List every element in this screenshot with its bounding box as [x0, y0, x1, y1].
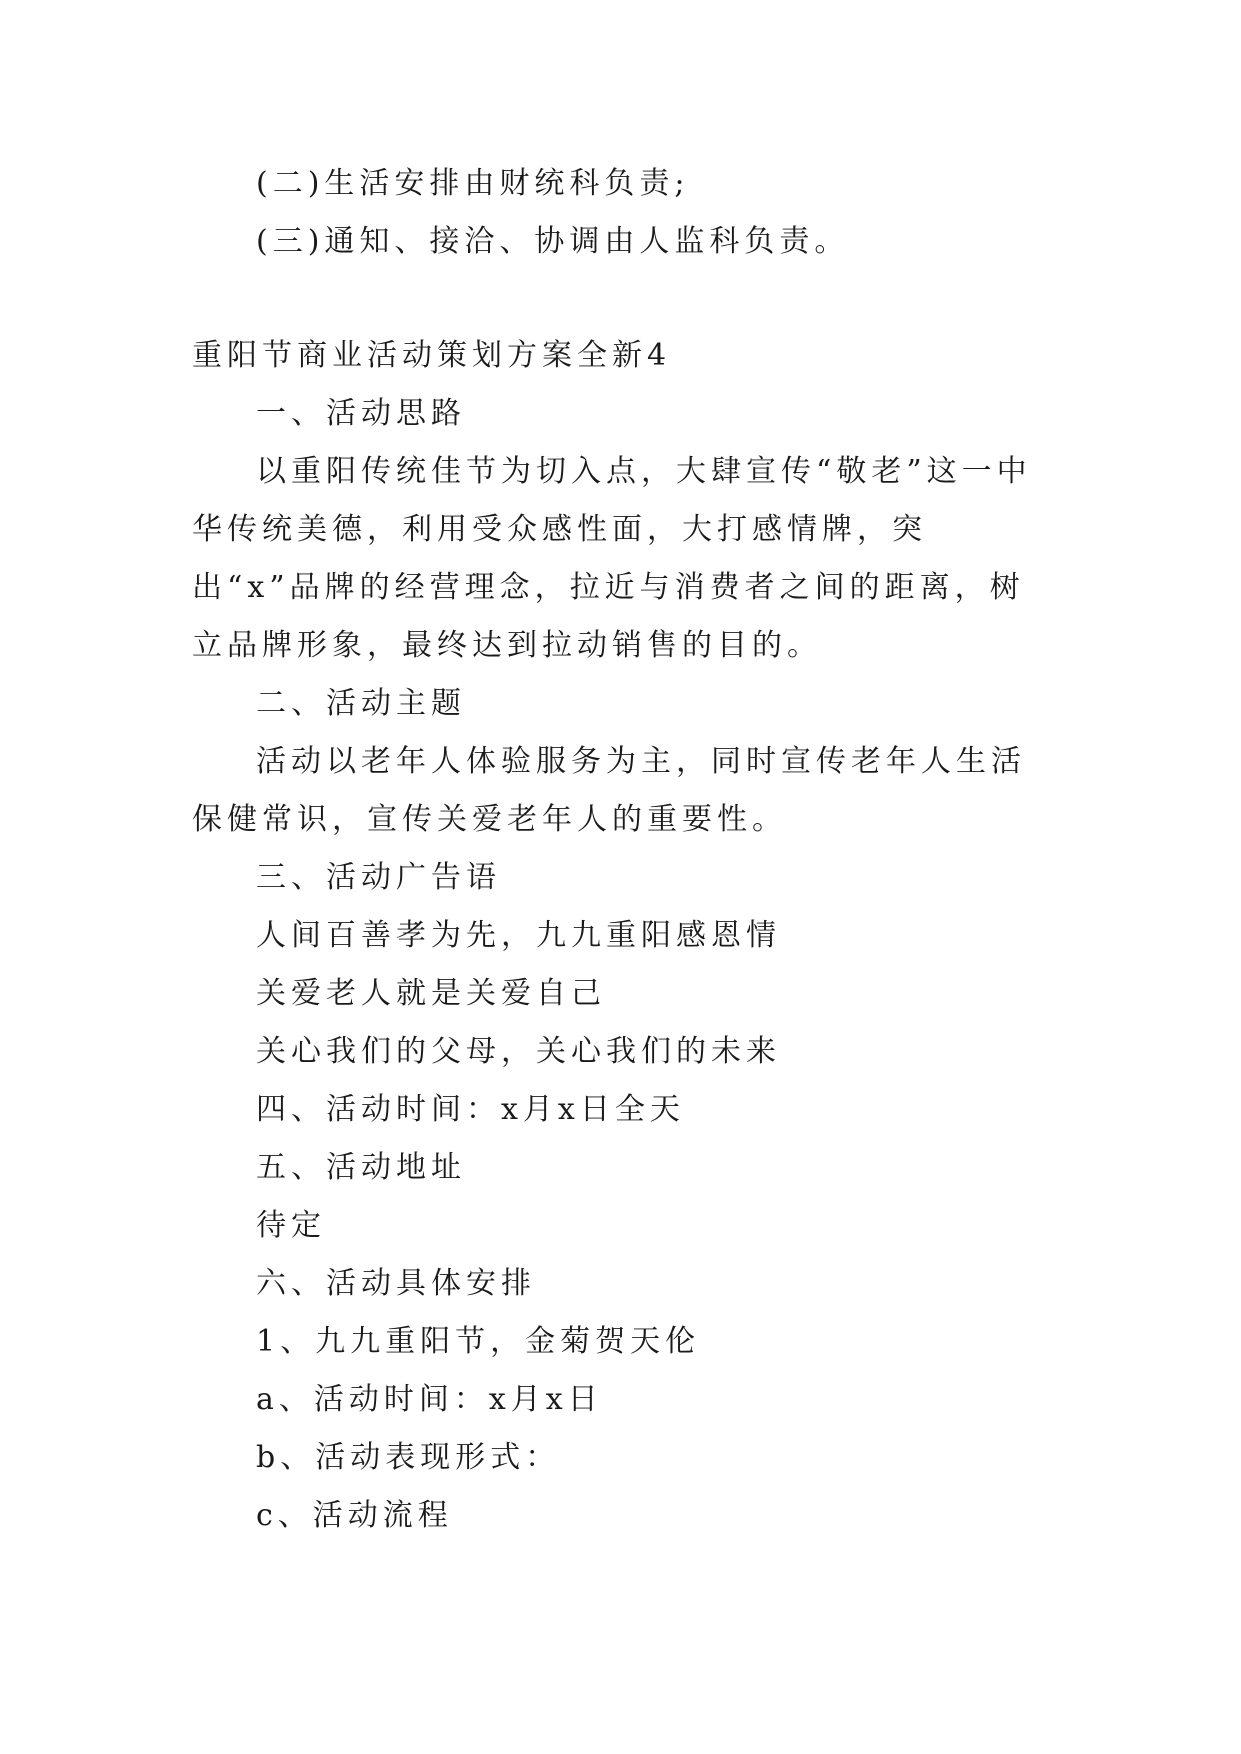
document-body [192, 155, 1058, 1545]
arrangement-item-1: 1、九九重阳节，金菊贺天伦 [256, 1324, 701, 1359]
intro-line-coordination: (三)通知、接洽、协调由人监科负责。 [256, 224, 850, 259]
arrangement-item-form: b、活动表现形式： [256, 1440, 561, 1475]
paragraph-theme: 活动以老年人体验服务为主，同时宣传老年人生活保健常识，宣传关爱老年人的重要性。 [192, 744, 1026, 837]
slogan-line-3: 关心我们的父母，关心我们的未来 [256, 1034, 781, 1069]
arrangement-item-process: c、活动流程 [256, 1498, 453, 1533]
arrangement-item-time: a、活动时间：x月x日 [256, 1382, 603, 1417]
section-heading-slogans: 三、活动广告语 [256, 860, 501, 895]
paragraph-approach: 以重阳传统佳节为切入点，大肆宣传“敬老”这一中华传统美德，利用受众感性面，大打感情牌，突出“x”品牌的经营理念，拉近与消费者之间的距离，树立品牌形象，最终达到拉动销售的目的。 [192, 454, 1032, 663]
section-heading-arrangement: 六、活动具体安排 [256, 1266, 536, 1301]
slogan-line-2: 关爱老人就是关爱自己 [256, 976, 606, 1011]
slogan-line-1: 人间百善孝为先，九九重阳感恩情 [256, 918, 781, 953]
location-value: 待定 [256, 1208, 326, 1243]
section-heading-theme: 二、活动主题 [256, 686, 466, 721]
section-heading-approach: 一、活动思路 [256, 396, 466, 431]
section-heading-time: 四、活动时间：x月x日全天 [256, 1092, 685, 1127]
section-heading-location: 五、活动地址 [256, 1150, 466, 1185]
document-heading: 重阳节商业活动策划方案全新4 [192, 338, 672, 373]
intro-line-finance: (二)生活安排由财统科负责; [256, 166, 690, 201]
section-gap [192, 271, 1058, 327]
